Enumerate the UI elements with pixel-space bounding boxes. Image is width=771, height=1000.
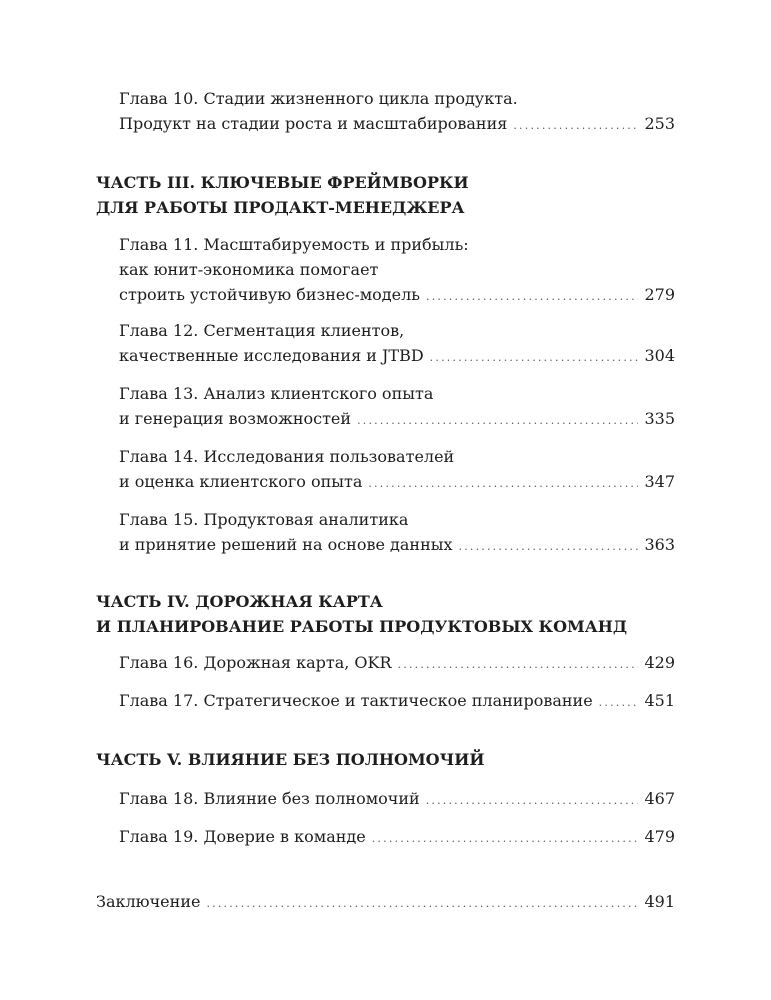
toc-entry-chapter-11[interactable] xyxy=(119,232,675,309)
toc-entry-chapter-15[interactable] xyxy=(119,507,675,559)
toc-entry-chapter-14[interactable] xyxy=(119,444,675,496)
dot-leader xyxy=(206,891,638,916)
chapter-title-line: и принятие решений на основе данных xyxy=(119,535,453,554)
page-number: 363 xyxy=(644,535,675,554)
chapter-title-line: Глава 15. Продуктовая аналитика xyxy=(119,510,409,529)
page-number: 347 xyxy=(644,472,675,491)
part-title-line: ЧАСТЬ III. КЛЮЧЕВЫЕ ФРЕЙМВОРКИ xyxy=(96,173,469,192)
chapter-title-line: качественные исследования и JTBD xyxy=(119,346,424,365)
page-number: 491 xyxy=(644,892,675,911)
chapter-title-line: Глава 12. Сегментация клиентов, xyxy=(119,321,405,340)
part-heading-5[interactable] xyxy=(96,747,484,772)
part-heading-4[interactable] xyxy=(96,589,627,639)
part-title-line: ДЛЯ РАБОТЫ ПРОДАКТ-МЕНЕДЖЕРА xyxy=(96,198,465,217)
part-title-line: ЧАСТЬ V. ВЛИЯНИЕ БЕЗ ПОЛНОМОЧИЙ xyxy=(96,750,485,769)
page-number: 479 xyxy=(644,827,675,846)
toc-entry-chapter-13[interactable] xyxy=(119,381,675,433)
dot-leader xyxy=(459,534,639,559)
dot-leader xyxy=(368,471,638,496)
conclusion-title: Заключение xyxy=(96,892,201,911)
chapter-title-line: Глава 16. Дорожная карта, OKR xyxy=(119,653,392,672)
dot-leader xyxy=(426,788,639,813)
chapter-title-line: и генерация возможностей xyxy=(119,409,352,428)
toc-entry-chapter-12[interactable] xyxy=(119,318,675,370)
toc-entry-chapter-10[interactable] xyxy=(119,86,675,138)
chapter-title-line: строить устойчивую бизнес-модель xyxy=(119,285,420,304)
toc-entry-conclusion[interactable] xyxy=(96,889,675,916)
page-number: 253 xyxy=(644,114,675,133)
dot-leader xyxy=(426,284,638,309)
toc-entry-chapter-17[interactable] xyxy=(119,688,675,715)
chapter-title-line: Глава 18. Влияние без полномочий xyxy=(119,789,420,808)
chapter-title-line: Глава 19. Доверие в команде xyxy=(119,827,366,846)
page-number: 467 xyxy=(644,789,675,808)
dot-leader xyxy=(513,113,638,138)
part-title-line: ЧАСТЬ IV. ДОРОЖНАЯ КАРТА xyxy=(96,592,383,611)
dot-leader xyxy=(398,652,639,677)
dot-leader xyxy=(357,408,638,433)
dot-leader xyxy=(430,345,639,370)
page-number: 451 xyxy=(644,691,675,710)
page-number: 279 xyxy=(644,285,675,304)
page-number: 304 xyxy=(644,346,675,365)
toc-entry-chapter-18[interactable] xyxy=(119,786,675,813)
part-heading-3[interactable] xyxy=(96,170,469,220)
chapter-title-line: Продукт на стадии роста и масштабирования xyxy=(119,114,508,133)
chapter-title-line: Глава 11. Масштабируемость и прибыль: xyxy=(119,235,469,254)
chapter-title-line: Глава 17. Стратегическое и тактическое планирование xyxy=(119,691,593,710)
page-number: 335 xyxy=(644,409,675,428)
dot-leader xyxy=(599,690,639,715)
chapter-title-line: Глава 10. Стадии жизненного цикла продукта. xyxy=(119,89,518,108)
chapter-title-line: Глава 13. Анализ клиентского опыта xyxy=(119,384,434,403)
part-title-line: И ПЛАНИРОВАНИЕ РАБОТЫ ПРОДУКТОВЫХ КОМАНД xyxy=(96,617,628,636)
toc-entry-chapter-16[interactable] xyxy=(119,650,675,677)
chapter-title-line: и оценка клиентского опыта xyxy=(119,472,363,491)
chapter-title-line: Глава 14. Исследования пользователей xyxy=(119,447,455,466)
chapter-title-line: как юнит-экономика помогает xyxy=(119,260,379,279)
page-number: 429 xyxy=(644,653,675,672)
dot-leader xyxy=(372,826,639,851)
toc-entry-chapter-19[interactable] xyxy=(119,824,675,851)
